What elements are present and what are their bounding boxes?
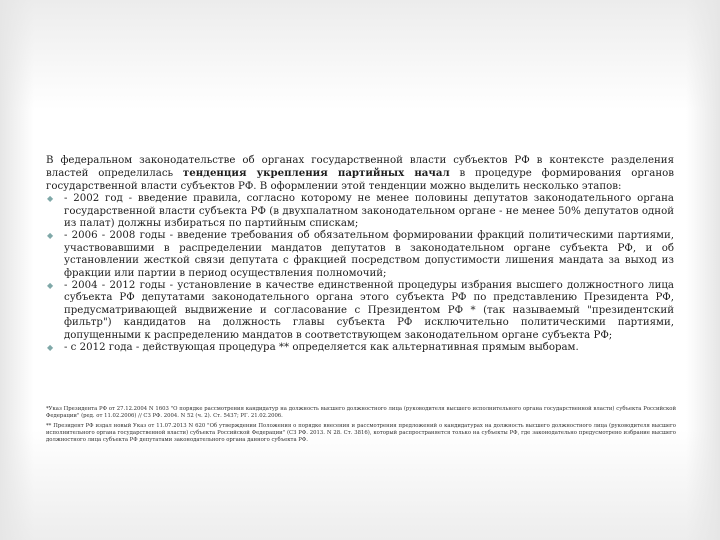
slide-right-shade: [686, 0, 720, 540]
intro-paragraph: [46, 155, 674, 193]
list-item-text: - 2004 - 2012 годы - установление в качестве единственной процедуры избрания высшего должностного лица субъекта РФ депутатами законодательного органа этого субъекта РФ по представлению Президента РФ, предусматривающей выдвижение и согласование с Президентом РФ * (так называемый "президентский фильтр") кандидатов на должность главы субъекта РФ исключительно политическими партиями, допущенными к распределению мандатов в соответствующем законодательном органе субъекта РФ;: [64, 280, 674, 341]
intro-text-start: В федеральном законодательстве об органах государственной власти субъектов РФ в контексте разделения властей определилась: [46, 155, 674, 180]
footnote-2: ** Президент РФ издал новый Указ от 11.07.2013 N 620 "Об утверждении Положения о порядке внесения и рассмотрения предложений о кандидатурах на должность высшего должностного лица (руководителя высшего исполнительного органа государственной власти) субъекта Российской Федерации" (СЗ РФ. 2013. N 28. Ст. 3816), который распространяется только на субъекты РФ, где законодательно предусмотрено избрание высшего должностного лица субъекта РФ депутатами законодательного органа данного субъекта РФ.: [46, 423, 676, 444]
footnote-1: *Указ Президента РФ от 27.12.2004 N 1603 "О порядке рассмотрения кандидатур на должность высшего должностного лица (руководителя высшего исполнительного органа государственной власти) субъекта Российской Федерации" (ред. от 11.02.2006) // СЗ РФ. 2004. N 52 (ч. 2). Ст. 5437; РГ. 21.02.2006.: [46, 406, 676, 420]
list-item: [46, 230, 674, 280]
slide-body: [46, 155, 674, 355]
intro-emphasis: тенденция укрепления партийных начал: [182, 167, 450, 180]
list-item-text: - с 2012 года - действующая процедура ** определяется как альтернативная прямым выборам.: [64, 342, 579, 354]
diamond-bullet-icon: ◆: [47, 194, 54, 204]
list-item: [46, 342, 674, 354]
stages-list: [46, 193, 674, 354]
diamond-bullet-icon: ◆: [47, 281, 54, 291]
list-item-text: - 2006 - 2008 годы - введение требования об обязательном формировании фракций политическими партиями, участвовавшими в распределении мандатов депутатов в законодательном органе субъекта РФ, и об установлении жесткой связи депутата с фракцией посредством допустимости лишения мандата за выход из фракции или партии в период осуществления полномочий;: [64, 230, 674, 279]
footnotes: [46, 406, 676, 447]
list-item-text: - 2002 год - введение правила, согласно которому не менее половины депутатов законодательного органа государственной власти субъекта РФ (в двухпалатном законодательном органе - не менее 50% депутатов одной из палат) должны избираться по партийным спискам;: [64, 193, 674, 230]
diamond-bullet-icon: ◆: [47, 231, 54, 241]
slide-left-shade: [0, 0, 34, 540]
intro-text-end: в процедуре формирования органов государственной власти субъектов РФ. В оформлении этой тенденции можно выделить несколько этапов:: [46, 168, 674, 192]
list-item: [46, 193, 674, 230]
diamond-bullet-icon: ◆: [47, 343, 54, 353]
list-item: [46, 280, 674, 342]
